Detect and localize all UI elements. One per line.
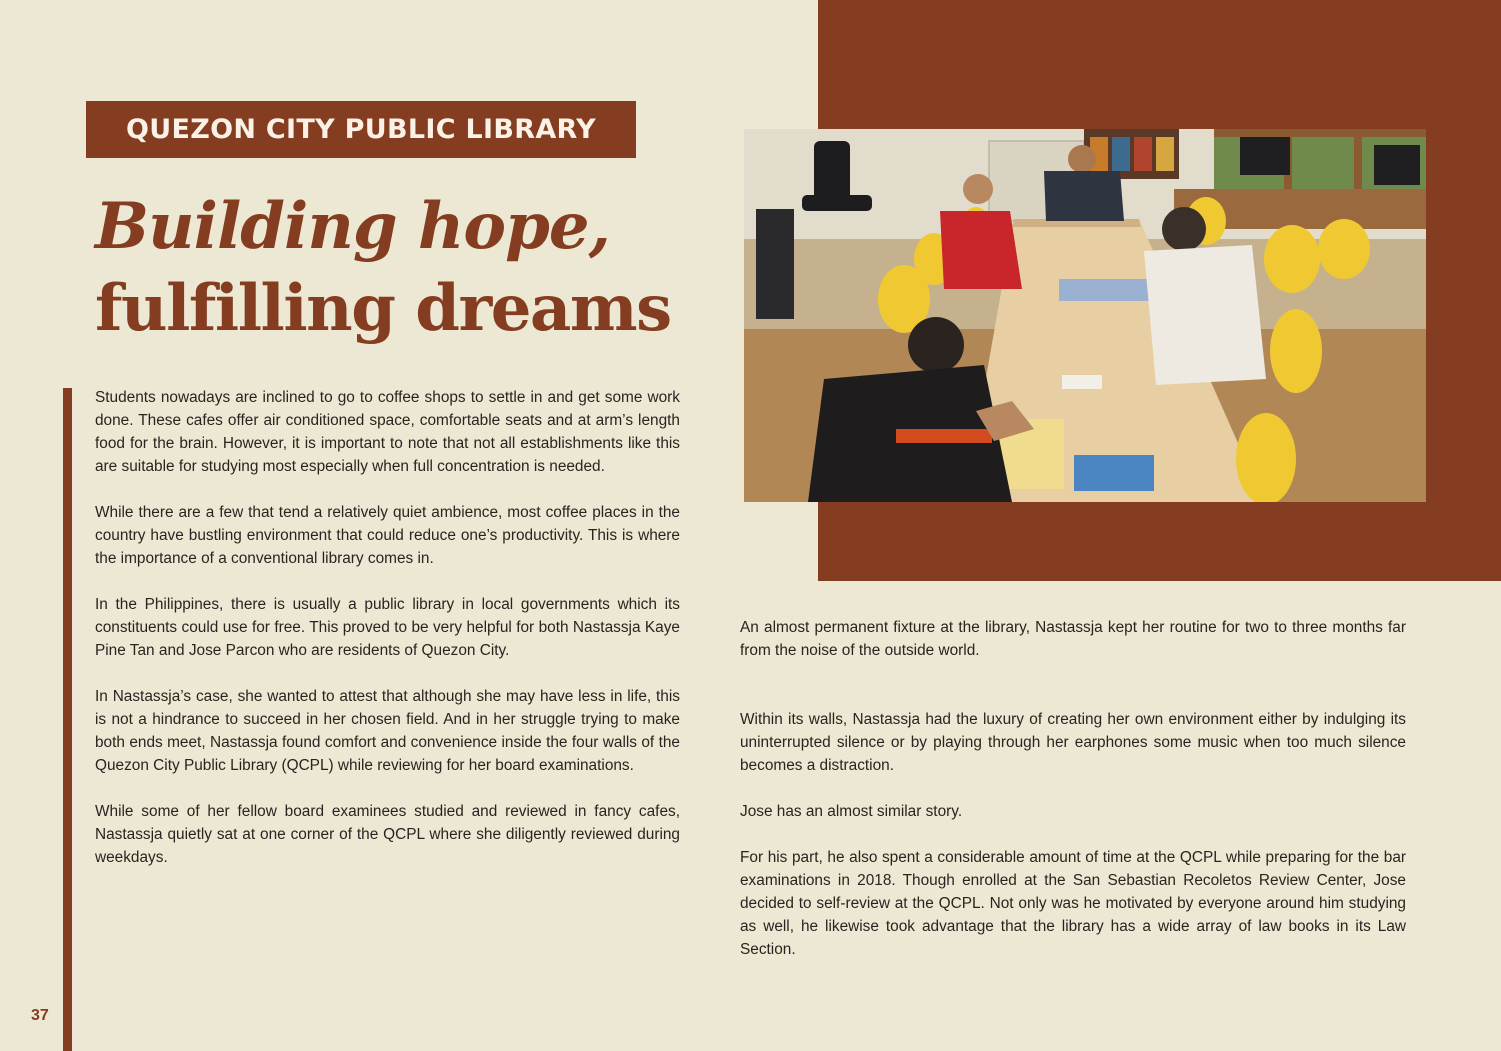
page-number: 37 (31, 1007, 49, 1024)
headline-line-1: Building hope, (95, 189, 610, 264)
paragraph: In Nastassja’s case, she wanted to attest that although she may have less in life, this is not a hindrance to succeed in her chosen field. And in her struggle trying to make both ends meet, Nastassja found comfort and convenience inside the four walls of the Quezon City Public Library (QCPL) while reviewing for her board examinations. (95, 688, 680, 774)
paragraph: For his part, he also spent a considerable amount of time at the QCPL while preparing for the bar examinations in 2018. Though enrolled at the San Sebastian Recoletos Review Center, Jose decided to self-review at the QCPL. Not only was he motivated by everyone around him studying as well, he likewise took advantage that the library has a wide array of law books in its Law Section. (740, 849, 1406, 958)
section-label: QUEZON CITY PUBLIC LIBRARY (86, 101, 636, 158)
right-text-column (740, 616, 1406, 961)
headline-line-2: fulfilling dreams (95, 271, 671, 346)
paragraph: While some of her fellow board examinees studied and reviewed in fancy cafes, Nastassja quietly sat at one corner of the QCPL where she diligently reviewed during weekdays. (95, 803, 680, 866)
page-title (95, 186, 735, 350)
paragraph: An almost permanent fixture at the library, Nastassja kept her routine for two to three months far from the noise of the outside world. (740, 619, 1406, 659)
left-accent-bar (63, 388, 72, 1051)
library-reading-room-photo (744, 129, 1426, 502)
left-text-column (95, 386, 680, 869)
paragraph: While there are a few that tend a relatively quiet ambience, most coffee places in the country have bustling environment that could reduce one’s productivity. This is where the importance of a conventional library comes in. (95, 504, 680, 567)
paragraph: Within its walls, Nastassja had the luxury of creating her own environment either by indulging its uninterrupted silence or by playing through her earphones some music when too much silence becomes a distraction. (740, 711, 1406, 774)
paragraph: Jose has an almost similar story. (740, 803, 963, 820)
paragraph: In the Philippines, there is usually a public library in local governments which its constituents could use for free. This proved to be very helpful for both Nastassja Kaye Pine Tan and Jose Parcon who are residents of Quezon City. (95, 596, 680, 659)
paragraph: Students nowadays are inclined to go to coffee shops to settle in and get some work done. These cafes offer air conditioned space, comfortable seats and at arm’s length food for the brain. However, it is important to note that not all establishments like this are suitable for studying most especially when full concentration is needed. (95, 389, 680, 475)
